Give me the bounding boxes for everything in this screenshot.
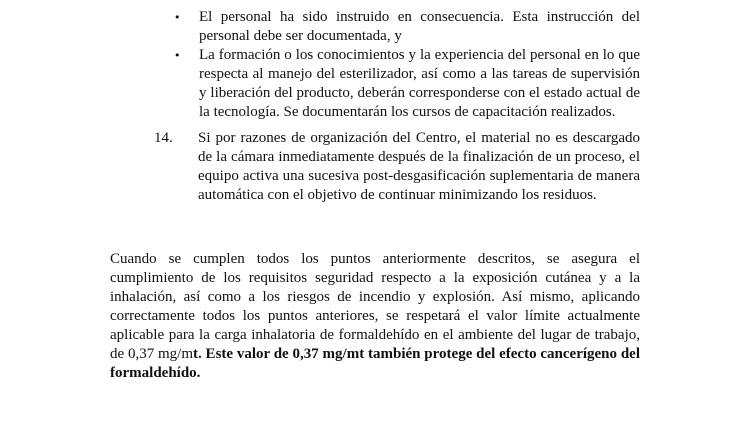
item-text: Si por razones de organización del Centro, el material no es descargado de la cámara inmediatamente después de la finalización de un proceso, el equipo activa una sucesiva post-desgasificación suplementaria de manera automática con el objetivo de continuar minimizando los residuos. <box>198 130 640 203</box>
item-number: 14. <box>154 130 173 146</box>
closing-text: Cuando se cumplen todos los puntos anteriormente descritos, se asegura el cumplimiento de los requisitos seguridad respecto a la exposición cutánea y a la inhalación, así como a los riesgos de incendio y explosión. Así mismo, aplicando correctamente todos los puntos anteriores, se respetará el valor límite actualmente aplicable para la carga inhalatoria de formaldehído en el ambiente del lugar de trabajo, de 0,37 mg/m <box>110 251 640 362</box>
closing-bold-text: t. Este valor de 0,37 mg/mt también protege del efecto cancerígeno del formaldehído. <box>110 346 640 381</box>
bullet-text: La formación o los conocimientos y la experiencia del personal en lo que respecta al manejo del esterilizador, así como a las tareas de supervisión y liberación del producto, deberán corresponderse con el estado actual de la tecnología. Se documentarán los cursos de capacitación realizados. <box>199 47 640 120</box>
bullet-icon: • <box>174 49 181 62</box>
bullet-item <box>172 8 640 46</box>
bullet-item <box>172 46 640 122</box>
numbered-item-14 <box>154 129 640 205</box>
closing-paragraph <box>110 250 640 383</box>
bullet-list <box>172 8 640 122</box>
bullet-text: El personal ha sido instruido en consecuencia. Esta instrucción del personal debe ser documentada, y <box>199 9 640 44</box>
bullet-icon: • <box>174 11 181 24</box>
